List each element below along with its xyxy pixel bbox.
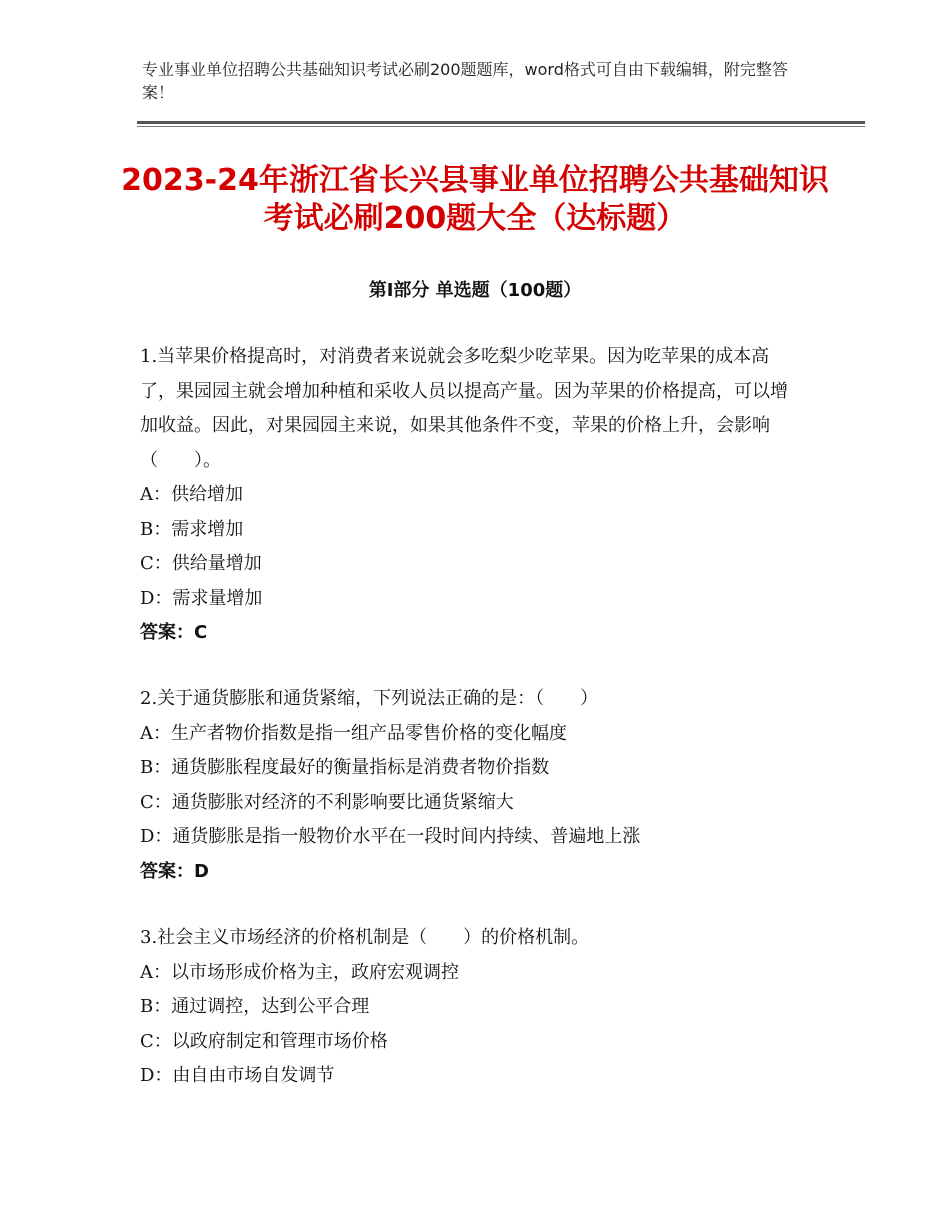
option-d: D：需求量增加 xyxy=(140,587,263,609)
option-c: C：通货膨胀对经济的不利影响要比通货紧缩大 xyxy=(140,791,514,813)
header-note: 专业事业单位招聘公共基础知识考试必刷200题题库，word格式可自由下载编辑，附完整答案！ xyxy=(142,60,788,102)
option-a: A：生产者物价指数是指一组产品零售价格的变化幅度 xyxy=(140,722,567,744)
header-rule-thick xyxy=(137,121,865,124)
option-b: B：通货膨胀程度最好的衡量指标是消费者物价指数 xyxy=(140,757,550,778)
section-title: 第Ⅰ部分 单选题（100题） xyxy=(368,280,582,301)
option-c: C：以政府制定和管理市场价格 xyxy=(140,1030,388,1052)
option-d: D：通货膨胀是指一般物价水平在一段时间内持续、普遍地上涨 xyxy=(140,826,641,847)
question-stem: 1.当苹果价格提高时，对消费者来说就会多吃梨少吃苹果。因为吃苹果的成本高了，果园园主就会增加种植和采收人员以提高产量。因为苹果的价格提高，可以增加收益。因此，对果园园主来说，如果其他条件不变，苹果的价格上升，会影响（ ）。 xyxy=(140,346,788,471)
option-c: C：供给量增加 xyxy=(140,553,262,574)
question-2 xyxy=(140,682,800,889)
question-1 xyxy=(140,340,800,651)
answer: 答案：C xyxy=(140,622,208,643)
option-a: A：以市场形成价格为主，政府宏观调控 xyxy=(140,961,459,983)
option-b: B：通过调控，达到公平合理 xyxy=(140,996,370,1017)
question-stem: 2.关于通货膨胀和通货紧缩，下列说法正确的是：（ ） xyxy=(140,688,599,709)
answer: 答案：D xyxy=(140,860,209,882)
question-3 xyxy=(140,921,800,1094)
option-a: A：供给增加 xyxy=(140,484,243,505)
option-b: B：需求增加 xyxy=(140,518,244,540)
question-stem: 3.社会主义市场经济的价格机制是（ ）的价格机制。 xyxy=(140,927,590,948)
document-title: 2023-24年浙江省长兴县事业单位招聘公共基础知识考试必刷200题大全（达标题） xyxy=(121,163,829,236)
header-rule-thin xyxy=(137,126,865,127)
option-d: D：由自由市场自发调节 xyxy=(140,1065,335,1086)
